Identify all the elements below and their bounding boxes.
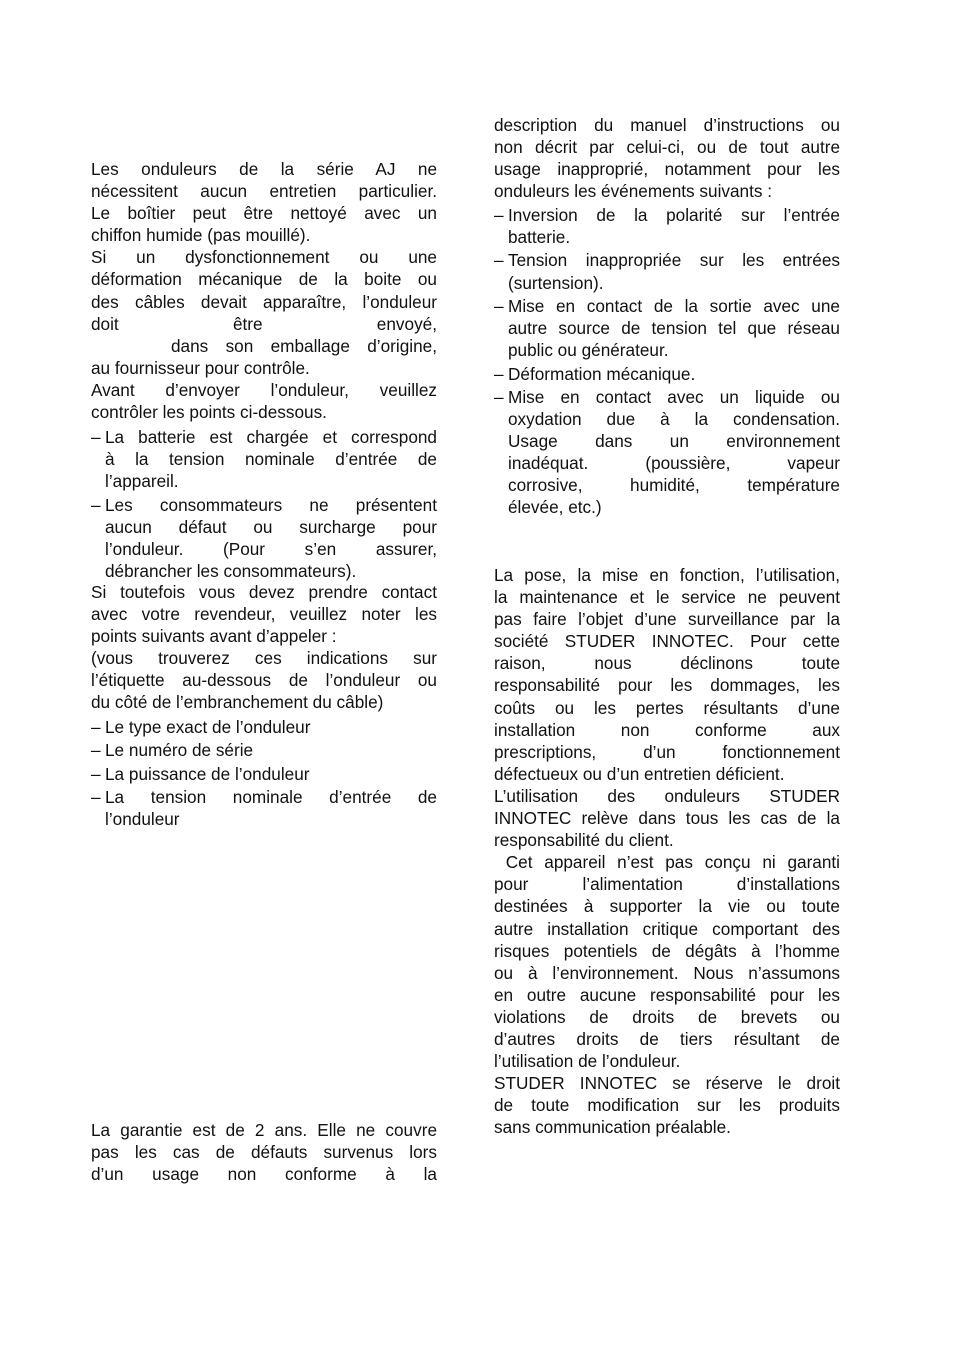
list-item-line: l’onduleur [105,809,180,830]
text-line: autre installation critique comportant des [494,918,840,939]
list-item-line: à la tension nominale d’entrée de [105,449,437,470]
text-line: l’étiquette au-dessous de l’onduleur ou [91,670,437,691]
list-item [91,786,437,830]
text-line: Avant d’envoyer l’onduleur, veuillez [91,379,437,400]
text-line: L’utilisation des onduleurs STUDER [494,785,840,806]
text-line: avec votre revendeur, veuillez noter les [91,604,437,625]
text-line: violations de droits de brevets ou [494,1006,840,1027]
dash-bullet: – [91,763,101,784]
text-line: risques potentiels de dégâts à l’homme [494,940,840,961]
text-line: usage inapproprié, notamment pour les [494,159,840,180]
text-line: Le boîtier peut être nettoyé avec un [91,203,437,224]
info-list [91,716,437,832]
list-item-line: oxydation due à la condensation. [508,409,840,430]
warranty-continued-text [494,114,840,202]
dash-bullet: – [494,363,504,384]
text-line: Si toutefois vous devez prendre contact [91,582,437,602]
text-line: d’autres droits de tiers résultant de [494,1028,840,1049]
list-item-line: Mise en contact avec un liquide ou [508,386,840,407]
text-line: responsabilité du client. [494,830,674,851]
dash-bullet: – [494,205,504,225]
text-line: pas faire l’objet d’une surveillance par la [494,609,840,630]
text-line: doit être envoyé, [91,313,437,334]
dash-bullet: – [494,295,504,316]
text-line: société STUDER INNOTEC. Pour cette [494,631,840,652]
dash-bullet: – [494,250,504,271]
contact-text [91,581,437,714]
text-line: points suivants avant d’appeler : [91,626,337,647]
dash-bullet: – [91,494,101,515]
text-line: raison, nous déclinons toute [494,653,840,674]
list-item-line: Usage dans un environnement [508,431,840,452]
list-item-line: public ou générateur. [508,340,669,361]
text-line: Les onduleurs de la série AJ ne [91,159,437,179]
text-line: responsabilité pour les dommages, les [494,675,840,696]
text-line: du côté de l’embranchement du câble) [91,692,384,713]
text-line: contrôler les points ci-dessous. [91,402,327,423]
list-item [494,249,840,293]
text-line: non décrit par celui-ci, ou de tout autre [494,137,840,158]
text-line: pour l’alimentation d’installations [494,874,840,895]
text-line: au fournisseur pour contrôle. [91,357,310,378]
dash-bullet: – [91,787,101,808]
dash-bullet: – [91,427,101,447]
list-item [91,716,437,738]
text-line: dans son emballage d’origine, [171,335,437,356]
text-line: ou à l’environnement. Nous n’assumons [494,962,840,983]
list-item-line: Mise en contact de la sortie avec une [508,295,840,316]
text-line: STUDER INNOTEC se réserve le droit [494,1073,840,1094]
text-line: La garantie est de 2 ans. Elle ne couvre [91,1120,437,1140]
list-item [91,739,437,761]
text-line: l’utilisation de l’onduleur. [494,1051,681,1072]
text-line: des câbles devait apparaître, l’onduleur [91,291,437,312]
warranty-text [91,1119,437,1185]
list-item [91,763,437,785]
text-line: en outre aucune responsabilité pour les [494,984,840,1005]
list-item-line: Tension inappropriée sur les entrées [508,250,840,271]
text-line: sans communication préalable. [494,1117,731,1138]
list-item-line: l’appareil. [105,471,179,492]
text-line: coûts ou les pertes résultants d’une [494,697,840,718]
text-line: pas les cas de défauts survenus lors [91,1142,437,1163]
list-item-line: aucun défaut ou surcharge pour [105,516,437,537]
list-item-line: La puissance de l’onduleur [105,763,310,784]
check-list [91,426,437,583]
list-item [494,204,840,248]
list-item [494,386,840,519]
list-item [91,494,437,582]
text-line: (vous trouverez ces indications sur [91,648,437,669]
liability-text [494,564,840,1138]
list-item-line: (surtension). [508,272,604,293]
list-item-line: La tension nominale d’entrée de [105,787,437,808]
event-list [494,204,840,520]
text-line: chiffon humide (pas mouillé). [91,225,311,246]
maintenance-text [91,158,437,423]
list-item-line: Le numéro de série [105,740,254,761]
list-item-line: Le type exact de l’onduleur [105,717,311,737]
list-item-line: corrosive, humidité, température [508,475,840,496]
list-item-line: batterie. [508,227,571,248]
text-line: défectueux ou d’un entretien déficient. [494,763,785,784]
list-item-line: autre source de tension tel que réseau [508,318,840,339]
list-item-line: Les consommateurs ne présentent [105,494,437,515]
text-line: destinées à supporter la vie ou toute [494,896,840,917]
dash-bullet: – [91,740,101,761]
text-line: Si un dysfonctionnement ou une [91,247,437,268]
text-line: Cet appareil n’est pas conçu ni garanti [494,852,840,873]
list-item-line: l’onduleur. (Pour s’en assurer, [105,538,437,559]
list-item-line: Déformation mécanique. [508,363,696,384]
list-item-line: débrancher les consommateurs). [105,560,357,581]
dash-bullet: – [494,386,504,407]
text-line: nécessitent aucun entretien particulier. [91,181,437,202]
text-line: la maintenance et le service ne peuvent [494,587,840,608]
text-line: onduleurs les événements suivants : [494,181,773,202]
text-line: d’un usage non conforme à la [91,1164,437,1185]
list-item-line: inadéquat. (poussière, vapeur [508,453,840,474]
list-item [91,426,437,492]
list-item [494,363,840,385]
text-line: description du manuel d’instructions ou [494,115,840,135]
text-line: déformation mécanique de la boite ou [91,269,437,290]
text-line: de toute modification sur les produits [494,1095,840,1116]
list-item-line: Inversion de la polarité sur l’entrée [508,205,840,225]
text-line: INNOTEC relève dans tous les cas de la [494,808,840,829]
list-item-line: élevée, etc.) [508,497,602,518]
text-line: installation non conforme aux [494,719,840,740]
dash-bullet: – [91,717,101,737]
list-item [494,295,840,361]
text-line: prescriptions, d’un fonctionnement [494,741,840,762]
text-line: La pose, la mise en fonction, l’utilisation, [494,565,840,585]
list-item-line: La batterie est chargée et correspond [105,427,437,447]
